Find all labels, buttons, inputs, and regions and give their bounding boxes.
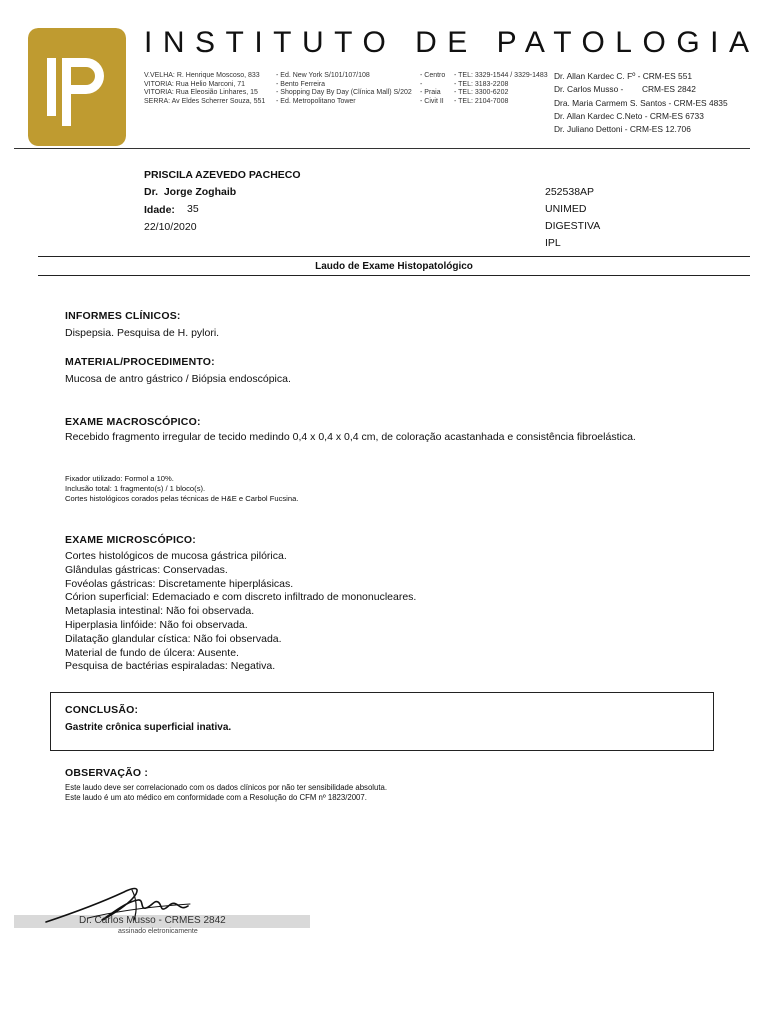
- macro-notes: [65, 474, 298, 503]
- requesting-doctor: Dr. Jorge Zoghaib: [144, 186, 237, 198]
- micro-line: Metaplasia intestinal: Não foi observada.: [65, 605, 255, 618]
- observation-line: Este laudo é um ato médico em conformidade com a Resolução do CFM nº 1823/2007.: [65, 793, 367, 803]
- header-divider: [14, 148, 750, 149]
- clinical-text: Dispepsia. Pesquisa de H. pylori.: [65, 327, 220, 339]
- exam-code: 252538AP: [545, 186, 595, 198]
- specialty: DIGESTIVA: [545, 220, 601, 232]
- institution-title: INSTITUTO DE PATOLOGIA: [144, 26, 760, 59]
- material-text: Mucosa de antro gástrico / Biópsia endoscópica.: [65, 373, 291, 385]
- micro-line: Dilatação glandular cística: Não foi observada.: [65, 632, 282, 645]
- micro-line: Hiperplasia linfóide: Não foi observada.: [65, 618, 248, 631]
- report-title-bar: [38, 256, 750, 276]
- conclusion-text: Gastrite crônica superficial inativa.: [65, 722, 232, 733]
- conclusion-heading: CONCLUSÃO:: [65, 704, 139, 716]
- micro-line: Pesquisa de bactérias espiraladas: Negativa.: [65, 660, 276, 673]
- micro-line: Córion superficial: Edemaciado e com discreto infiltrado de mononucleares.: [65, 591, 417, 604]
- micro-heading: EXAME MICROSCÓPICO:: [65, 534, 196, 546]
- report-title: Laudo de Exame Histopatológico: [315, 261, 473, 272]
- insurance: UNIMED: [545, 203, 587, 215]
- patient-name: PRISCILA AZEVEDO PACHECO: [144, 169, 301, 181]
- micro-line: Cortes histológicos de mucosa gástrica pilórica.: [65, 550, 287, 562]
- address-row: SERRA: Av Eldes Scherrer Souza, 551 - Ed. Metropolitano Tower - Civit II - TEL: 2104-7008: [144, 97, 509, 105]
- macro-note: Inclusão total: 1 fragmento(s) / 1 bloco(s).: [65, 483, 206, 493]
- macro-note: Cortes histológicos corados pelas técnicas de H&E e Carbol Fucsina.: [65, 493, 299, 503]
- observation-lines: [65, 783, 387, 804]
- doctor-entry: Dr. Juliano Dettoni - CRM-ES 12.706: [554, 124, 691, 135]
- micro-lines: [65, 550, 416, 674]
- signature-note: assinado eletronicamente: [118, 928, 198, 935]
- micro-line: Glândulas gástricas: Conservadas.: [65, 563, 228, 576]
- address-row: VITORIA: Rua Helio Marconi, 71 - Bento Ferreira - - TEL: 3183-2208: [144, 80, 509, 88]
- doctor-entry: Dr. Carlos Musso - CRM-ES 2842: [554, 84, 696, 95]
- doctor-entry: Dr. Allan Kardec C. Fº - CRM-ES 551: [554, 71, 693, 81]
- address-row: VITORIA: Rua Eleosião Linhares, 15 - Shopping Day By Day (Clínica Mall) S/202 - Praia - TEL: 3300-6202: [144, 89, 509, 97]
- clinical-heading: INFORMES CLÍNICOS:: [65, 310, 181, 322]
- report-date: 22/10/2020: [144, 221, 197, 233]
- doctors-list: [554, 70, 728, 136]
- age-label: Idade:: [144, 204, 175, 216]
- address-row: V.VELHA: R. Henrique Moscoso, 833 - Ed. New York S/101/107/108 - Centro - TEL: 3329-1544 / 3329-1483: [144, 72, 548, 79]
- macro-note: Fixador utilizado: Formol a 10%.: [65, 474, 174, 483]
- micro-line: Fovéolas gástricas: Discretamente hiperplásicas.: [65, 577, 294, 590]
- ip-logo-icon: [28, 28, 126, 146]
- macro-heading: EXAME MACROSCÓPICO:: [65, 416, 201, 428]
- lab-code: IPL: [545, 237, 561, 249]
- material-heading: MATERIAL/PROCEDIMENTO:: [65, 356, 215, 368]
- age-value: 35: [187, 203, 199, 215]
- address-block: [144, 72, 554, 106]
- observation-heading: OBSERVAÇÃO :: [65, 767, 149, 779]
- macro-text: Recebido fragmento irregular de tecido medindo 0,4 x 0,4 x 0,4 cm, de coloração acastanhada e consistência fibroelástica.: [65, 431, 636, 443]
- micro-line: Material de fundo de úlcera: Ausente.: [65, 646, 239, 659]
- signer-name: Dr. Carlos Musso - CRMES 2842: [79, 915, 226, 926]
- doctor-entry: Dra. Maria Carmem S. Santos - CRM-ES 4835: [554, 97, 728, 108]
- doctor-entry: Dr. Allan Kardec C.Neto - CRM-ES 6733: [554, 110, 704, 121]
- observation-line: Este laudo deve ser correlacionado com os dados clínicos por não ter sensibilidade absoluta.: [65, 783, 388, 792]
